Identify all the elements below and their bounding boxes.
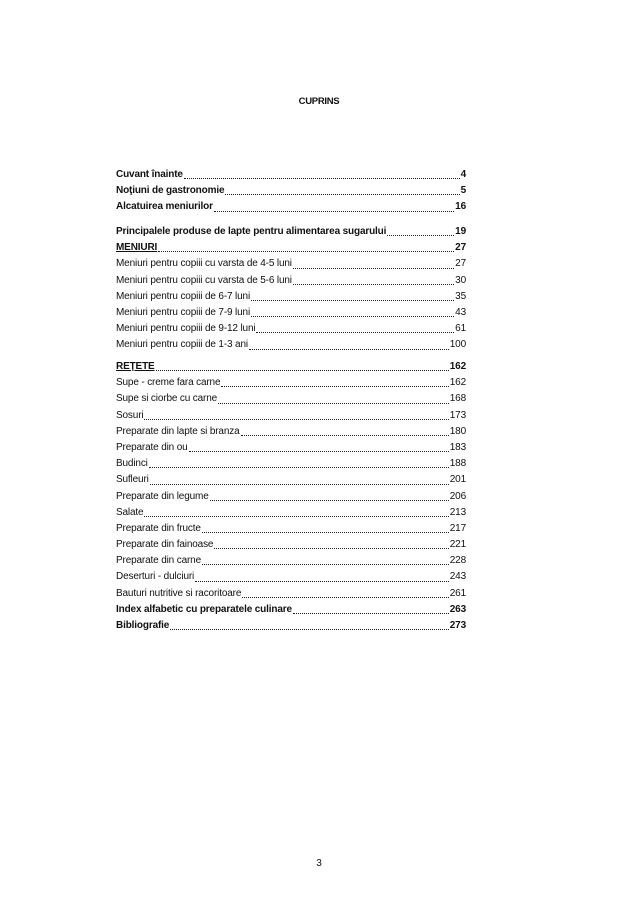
toc-entry: [116, 377, 466, 393]
dot-leader: [218, 402, 449, 404]
toc-entry-label: Meniuri pentru copiii cu varsta de 4-5 luni: [116, 258, 292, 270]
toc-entry-label: Cuvant înainte: [116, 169, 183, 180]
dot-leader: [251, 315, 454, 317]
toc-entry: [116, 307, 466, 323]
toc-entry-label: Alcatuirea meniurilor: [116, 201, 213, 213]
toc-entry-page: 206: [449, 490, 466, 502]
dot-leader: [156, 369, 449, 371]
toc-entry-label: Sufleuri: [116, 474, 149, 486]
dot-leader: [202, 563, 449, 565]
toc-entry: [116, 323, 466, 339]
toc-group-intro: [116, 169, 466, 218]
toc-entry-page: 27: [455, 258, 466, 270]
dot-leader: [202, 531, 449, 533]
toc-entry-page: 5: [460, 185, 466, 197]
dot-leader: [144, 418, 448, 420]
dot-leader: [221, 385, 448, 387]
toc-entry-page: 201: [449, 474, 466, 486]
toc-entry-label: Meniuri pentru copiii de 6-7 luni: [116, 290, 251, 302]
dot-leader: [144, 515, 448, 517]
toc-entry: [116, 588, 466, 604]
toc-entry: [116, 491, 466, 507]
toc-entry-page: 261: [449, 587, 466, 599]
toc-entry-label: Preparate din lapte si branza: [116, 425, 240, 437]
toc-entry-page: 168: [449, 393, 466, 405]
dot-leader: [170, 628, 449, 630]
toc-entry: [116, 410, 466, 426]
toc-entry-label: Principalele produse de lapte pentru alimentarea sugarului: [116, 226, 387, 237]
dot-leader: [242, 596, 448, 598]
toc-entry-label: MENIURI: [116, 242, 158, 254]
dot-leader: [241, 434, 449, 436]
dot-leader: [184, 177, 460, 179]
dot-leader: [195, 580, 449, 582]
toc-entry: [116, 426, 466, 442]
toc-entry-label: Meniuri pentru copiii cu varsta de 5-6 luni: [116, 274, 292, 286]
dot-leader: [210, 499, 449, 501]
toc-entry-label: Preparate din legume: [116, 490, 209, 502]
toc-entry-label: Bibliografie: [116, 620, 170, 632]
toc-group-menus: [116, 226, 466, 356]
dot-leader: [293, 612, 449, 614]
toc-entry: [116, 458, 466, 474]
toc-entry-page: 180: [449, 425, 466, 437]
toc-entry-page: 30: [455, 274, 466, 286]
toc-entry: [116, 539, 466, 555]
toc-entry: [116, 442, 466, 458]
toc-entry: [116, 169, 466, 185]
toc-entry-label: Meniuri pentru copiii de 9-12 luni: [116, 323, 256, 335]
toc-entry-label: Budinci: [116, 458, 148, 470]
toc-entry: [116, 474, 466, 490]
toc-entry: [116, 523, 466, 539]
toc-entry: [116, 339, 466, 355]
dot-leader: [293, 267, 454, 269]
toc-entry-page: 228: [449, 555, 466, 567]
toc-group-appendix: [116, 604, 466, 636]
dot-leader: [149, 466, 449, 468]
dot-leader: [256, 331, 454, 333]
toc-entry-page: 4: [460, 169, 466, 180]
toc-entry-label: Salate: [116, 506, 144, 518]
toc-entry-page: 263: [449, 604, 466, 615]
toc-entry-page: 100: [449, 339, 466, 351]
toc-entry-label: Meniuri pentru copiii de 1-3 ani: [116, 339, 248, 351]
toc-entry: [116, 507, 466, 523]
toc-entry: [116, 361, 466, 377]
toc-entry-page: 243: [449, 571, 466, 583]
toc-entry-label: Preparate din fructe: [116, 522, 201, 534]
toc-entry-page: 221: [449, 539, 466, 551]
toc-entry: [116, 291, 466, 307]
toc-entry-page: 162: [449, 361, 466, 372]
toc-entry-page: 61: [455, 323, 466, 335]
toc-group-recipes: [116, 361, 466, 604]
toc-entry-label: Supe si ciorbe cu carne: [116, 393, 218, 405]
toc-entry: [116, 275, 466, 291]
toc-entry-label: Supe - creme fara carne: [116, 377, 221, 389]
toc-entry-label: Preparate din fainoase: [116, 539, 214, 551]
toc-entry: [116, 393, 466, 409]
dot-leader: [150, 483, 449, 485]
toc-entry: [116, 620, 466, 636]
toc-entry: [116, 258, 466, 274]
toc-entry-label: Deserturi - dulciuri: [116, 571, 195, 583]
toc-entry-page: 43: [455, 306, 466, 318]
dot-leader: [225, 193, 459, 195]
dot-leader: [158, 250, 454, 252]
toc-entry: [116, 201, 466, 217]
dot-leader: [293, 283, 454, 285]
toc-entry-label: Sosuri: [116, 409, 144, 421]
dot-leader: [214, 210, 454, 212]
page-number: 3: [316, 858, 322, 869]
toc-entry-page: 35: [455, 290, 466, 302]
toc-entry: [116, 242, 466, 258]
toc-entry-page: 162: [449, 377, 466, 389]
toc-entry-page: 183: [449, 441, 466, 453]
dot-leader: [387, 234, 454, 236]
toc-entry-label: Preparate din carne: [116, 555, 201, 567]
toc-entry: [116, 555, 466, 571]
dot-leader: [251, 299, 454, 301]
toc-entry-page: 19: [455, 226, 466, 237]
dot-leader: [249, 348, 449, 350]
page-title: CUPRINS: [298, 96, 340, 107]
toc-entry-label: Noţiuni de gastronomie: [116, 185, 225, 197]
dot-leader: [214, 547, 448, 549]
toc-entry-label: REŢETE: [116, 361, 155, 372]
toc-entry-page: 188: [449, 458, 466, 470]
toc-entry-page: 217: [449, 522, 466, 534]
toc-entry: [116, 604, 466, 620]
toc-entry: [116, 226, 466, 242]
toc-entry-page: 27: [455, 242, 466, 254]
toc-entry-page: 16: [455, 201, 466, 213]
toc-entry: [116, 571, 466, 587]
toc-entry-page: 173: [449, 409, 466, 421]
toc-entry-label: Preparate din ou: [116, 441, 188, 453]
toc-entry-page: 273: [449, 620, 466, 632]
dot-leader: [189, 450, 449, 452]
toc-entry-label: Meniuri pentru copiii de 7-9 luni: [116, 306, 251, 318]
toc-entry-label: Index alfabetic cu preparatele culinare: [116, 604, 292, 615]
toc-entry: [116, 185, 466, 201]
toc-entry-page: 213: [449, 506, 466, 518]
toc-entry-label: Bauturi nutritive si racoritoare: [116, 587, 242, 599]
